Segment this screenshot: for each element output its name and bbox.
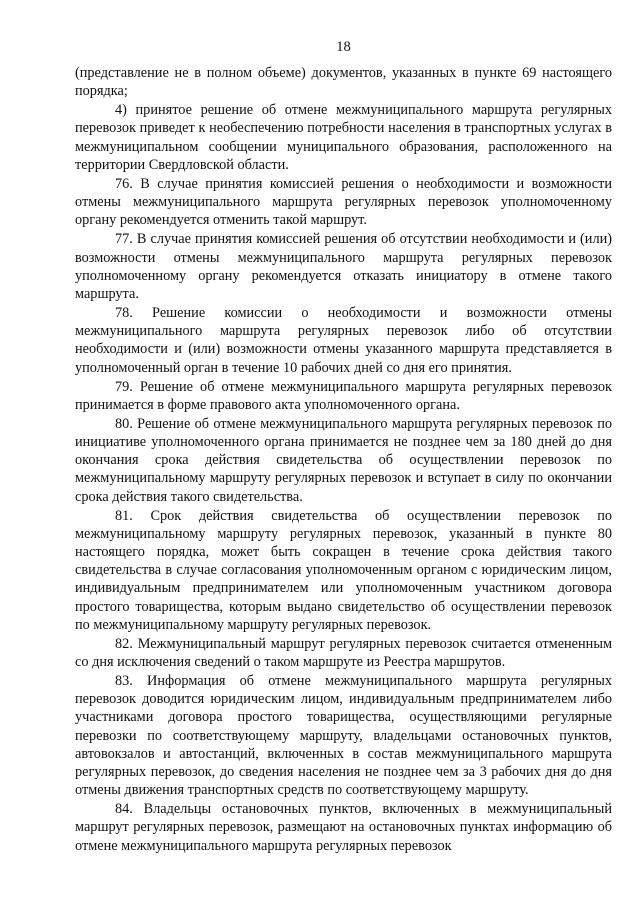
paragraph-79: 79. Решение об отмене межмуниципального маршрута регулярных перевозок принимается в форме правового акта уполномоченного органа. (75, 378, 612, 413)
paragraph-78: 78. Решение комиссии о необходимости и возможности отмены межмуниципального маршрута регулярных перевозок либо об отсутствии необходимости и (или) возможности отмены указанного маршрута представляется в уполномоченный орган в течение 10 рабочих дней со дня его принятия. (75, 305, 612, 376)
paragraph-84: 84. Владельцы остановочных пунктов, включенных в межмуниципальный маршрут регулярных перевозок, размещают на остановочных пунктах информацию об отмене межмуниципального маршрута регулярных перевозок (75, 801, 612, 854)
page-number: 18 (336, 39, 351, 55)
paragraph-80: 80. Решение об отмене межмуниципального маршрута регулярных перевозок по инициативе уполномоченного органа принимается не позднее чем за 180 дней до дня окончания срока действия свидетельства об осуществлении перевозок по межмуниципальному маршруту регулярных перевозок и вступает в силу по окончании срока действия такого свидетельства. (75, 415, 612, 505)
paragraph-76: 76. В случае принятия комиссией решения о необходимости и возможности отмены межмуниципального маршрута регулярных перевозок уполномоченному органу рекомендуется отменить такой маршрут. (75, 175, 612, 229)
paragraph-77: 77. В случае принятия комиссией решения об отсутствии необходимости и (или) возможности отмены межмуниципального маршрута регулярных перевозок уполномоченному органу рекомендуется отказать инициатору в отмене такого маршрута. (75, 231, 612, 302)
paragraph-82: 82. Межмуниципальный маршрут регулярных перевозок считается отмененным со дня исключения сведений о таком маршруте из Реестра маршрутов. (75, 635, 612, 670)
paragraph-83: 83. Информация об отмене межмуниципального маршрута регулярных перевозок доводится юридическим лицом, индивидуальным предпринимателем либо участниками договора простого товарищества, осуществляющими регулярные перевозки по соответствующему маршруту, владельцами остановочных пунктов, автовокзалов и автостанций, включенных в состав межмуниципального маршрута регулярных перевозок, до сведения населения не позднее чем за 3 рабочих дня до дня отмены движения транспортных средств по соответствующему маршруту. (75, 673, 612, 799)
paragraph-continuation: (представление не в полном объеме) документов, указанных в пункте 69 настоящего порядка; (75, 65, 612, 100)
paragraph-81: 81. Срок действия свидетельства об осуществлении перевозок по межмуниципальному маршруту регулярных перевозок, указанный в пункте 80 настоящего порядка, может быть сокращен в течение срока действия такого свидетельства в случае согласования уполномоченным органом с юридическим лицом, индивидуальным предпринимателем или уполномоченным участником договора простого товарищества, которым выдано свидетельство об осуществлении перевозок по межмуниципальному маршруту регулярных перевозок. (75, 507, 612, 633)
paragraph-item-4: 4) принятое решение об отмене межмуниципального маршрута регулярных перевозок приведет к необеспечению потребности населения в транспортных услугах в межмуниципальном сообщении муниципального образования, расположенного на территории Свердловской области. (75, 102, 612, 173)
document-body (75, 64, 612, 855)
